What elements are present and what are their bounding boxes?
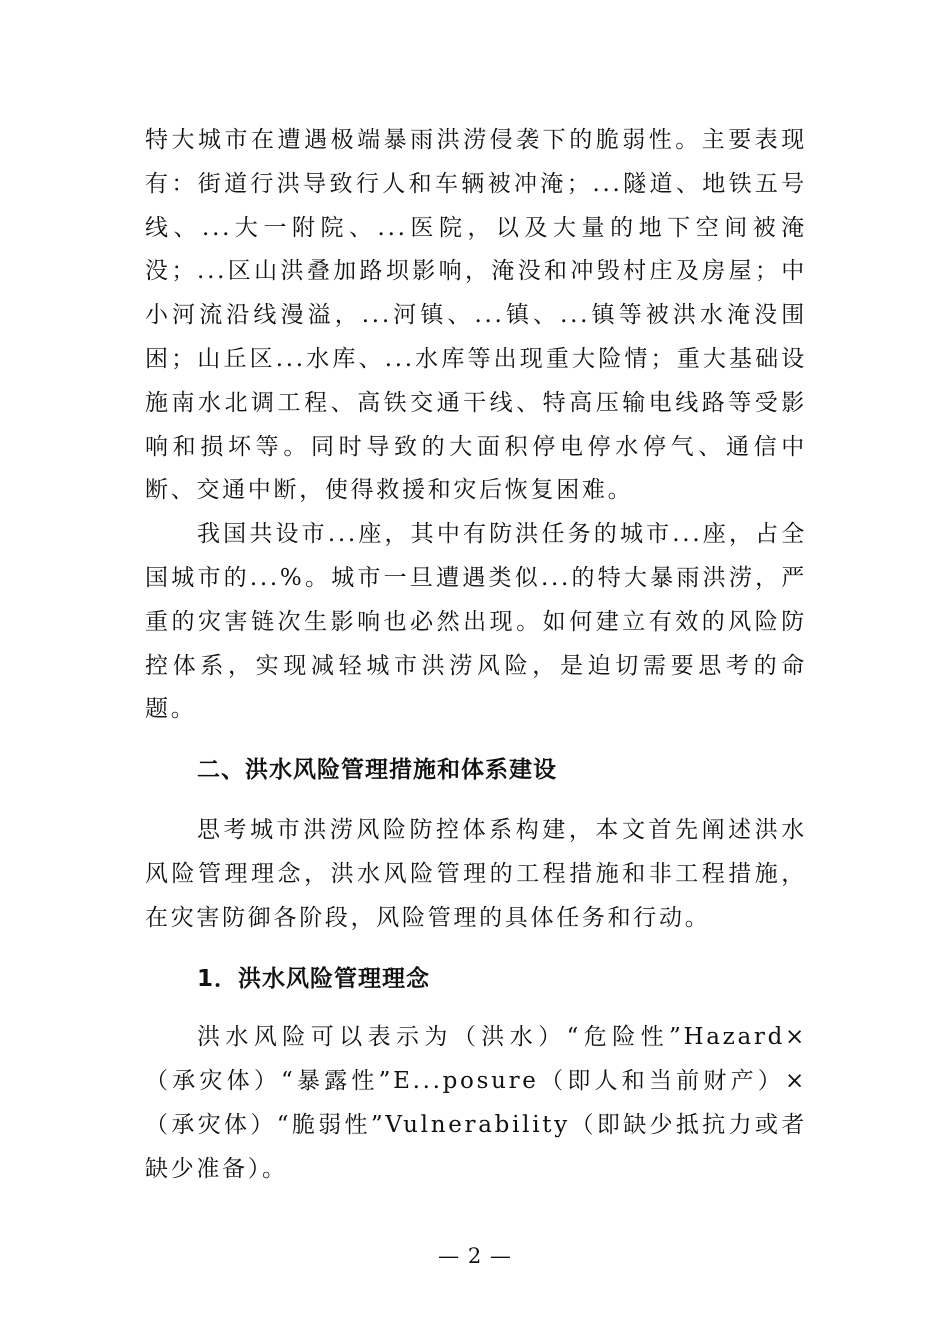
paragraph-city-statistics: 我国共设市...座，其中有防洪任务的城市...座，占全国城市的...%。城市一旦遭遇类似...的特大暴雨洪涝，严重的灾害链次生影响也必然出现。如何建立有效的风险防控体系，实现减轻城市洪涝风险，是迫切需要思考的命题。 xyxy=(145,521,807,723)
page-number: — 2 — xyxy=(438,1244,512,1268)
paragraph-vulnerability: 特大城市在遭遇极端暴雨洪涝侵袭下的脆弱性。主要表现有：街道行洪导致行人和车辆被冲淹；...隧道、地铁五号线、...大一附院、...医院，以及大量的地下空间被淹没；...区山洪叠加路坝影响，淹没和冲毁村庄及房屋；中小河流沿线漫溢，...河镇、...镇、...镇等被洪水淹没围困；山丘区...水库、...水库等出现重大险情；重大基础设施南水北调工程、高铁交通干线、特高压输电线路等受影响和损坏等。同时导致的大面积停电停水停气、通信中断、交通中断，使得救援和灾后恢复困难。 xyxy=(145,127,807,504)
subsection-heading: 1．洪水风险管理理念 xyxy=(197,966,431,993)
page-content xyxy=(145,119,807,1191)
paragraph-risk-formula: 洪水风险可以表示为（洪水）“危险性”Hazard×（承灾体）“暴露性”E...posure（即人和当前财产）×（承灾体）“脆弱性”Vulnerability（即缺少抵抗力或者缺少准备）。 xyxy=(145,1024,807,1182)
paragraph-section-intro: 思考城市洪涝风险防控体系构建，本文首先阐述洪水风险管理理念，洪水风险管理的工程措施和非工程措施，在灾害防御各阶段，风险管理的具体任务和行动。 xyxy=(145,816,807,931)
section-heading: 二、洪水风险管理措施和体系建设 xyxy=(197,757,557,784)
